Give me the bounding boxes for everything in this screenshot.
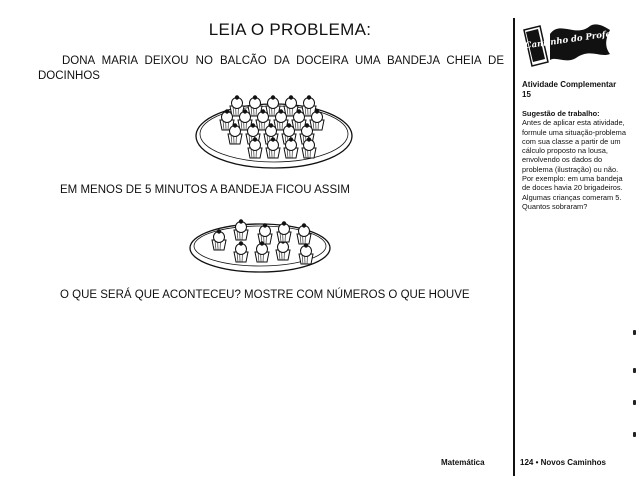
full-tray-illustration bbox=[193, 82, 355, 172]
problem-statement: DONA MARIA DEIXOU NO BALCÃO DA DOCEIRA UMA BANDEJA CHEIA DE DOCINHOS bbox=[38, 55, 504, 82]
suggestion-heading: Sugestão de trabalho: bbox=[522, 109, 600, 118]
page-title: LEIA O PROBLEMA: bbox=[208, 20, 372, 39]
sweet-icon bbox=[234, 219, 248, 240]
scan-edge-mark bbox=[633, 400, 636, 405]
scan-edge-mark bbox=[633, 432, 636, 437]
activity-title: Atividade Complementar 15 bbox=[522, 80, 617, 99]
after-statement: EM MENOS DE 5 MINUTOS A BANDEJA FICOU ASSIM bbox=[60, 184, 350, 196]
footer-page-info: 124 • Novos Caminhos bbox=[520, 458, 606, 467]
sweet-icon bbox=[297, 223, 311, 244]
teacher-corner-badge bbox=[520, 18, 632, 70]
remaining-tray-illustration bbox=[186, 208, 334, 274]
badge-text: Cantinho do Professor bbox=[524, 26, 632, 52]
footer-subject: Matemática bbox=[441, 458, 485, 467]
suggestion-block bbox=[522, 109, 626, 211]
suggestion-body: Antes de aplicar esta atividade, formule uma situação-problema com sua classe a partir de um cálculo proposto na lousa, envolvendo os dados do problema (ilustração) ou não. Por exemplo: em uma bandeja de doces havia 20 brigadeiros. Algumas crianças comeram 5. Quantos sobraram? bbox=[522, 118, 626, 211]
scan-edge-mark bbox=[633, 368, 636, 373]
sidebar-divider bbox=[513, 18, 515, 476]
question-statement: O QUE SERÁ QUE ACONTECEU? MOSTRE COM NÚMEROS O QUE HOUVE bbox=[60, 289, 470, 301]
scan-edge-mark bbox=[633, 330, 636, 335]
